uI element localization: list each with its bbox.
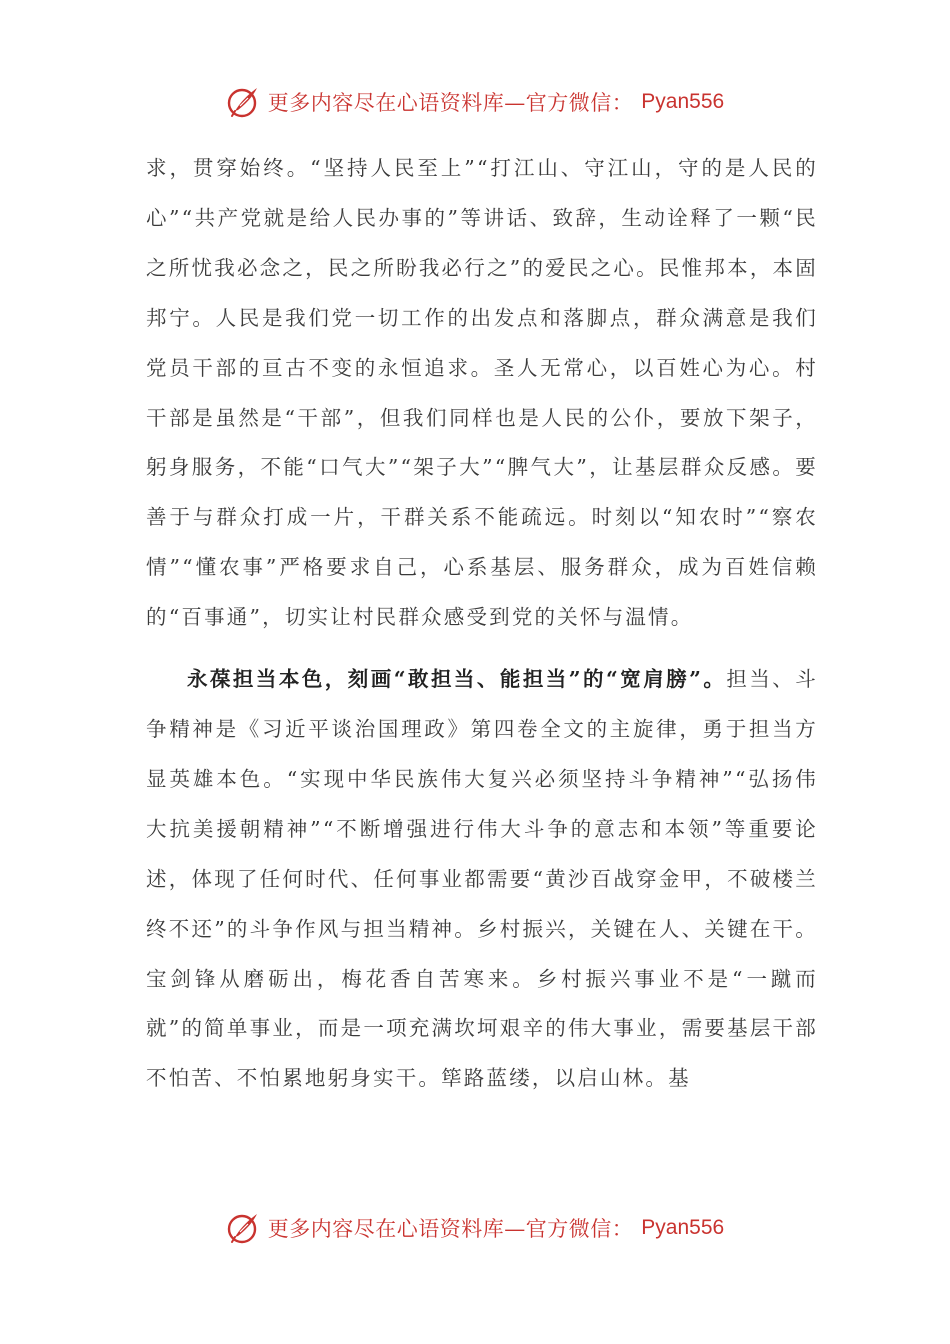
- footer-banner-handle: Pyan556: [641, 1216, 725, 1239]
- paragraph-2-lead: 永葆担当本色，刻画“敢担当、能担当”的“宽肩膀”。: [187, 667, 727, 692]
- quill-pen-logo-icon: [226, 85, 260, 119]
- footer-banner: [0, 1208, 950, 1248]
- header-banner: [0, 82, 950, 122]
- header-banner-text: 更多内容尽在心语资料库—官方微信：: [267, 91, 634, 115]
- quill-pen-logo-icon: [226, 1211, 260, 1245]
- paragraph-2: [146, 655, 818, 1104]
- paragraph-2-text: 担当、斗争精神是《习近平谈治国理政》第四卷全文的主旋律，勇于担当方显英雄本色。“实现中华民族伟大复兴必须坚持斗争精神”“弘扬伟大抗美援朝精神”“不断增强进行伟大斗争的意志和本领”等重要论述，体现了任何时代、任何事业都需要“黄沙百战穿金甲，不破楼兰终不还”的斗争作风与担当精神。乡村振兴，关键在人、关键在干。宝剑锋从磨砺出，梅花香自苦寒来。乡村振兴事业不是“一蹴而就”的简单事业，而是一项充满坎坷艰辛的伟大事业，需要基层干部不怕苦、不怕累地躬身实干。筚路蓝缕，以启山林。基: [146, 667, 818, 1091]
- footer-banner-text: 更多内容尽在心语资料库—官方微信：: [267, 1217, 634, 1241]
- paragraph-1: 求，贯穿始终。“坚持人民至上”“打江山、守江山，守的是人民的心”“共产党就是给人民办事的”等讲话、致辞，生动诠释了一颗“民之所忧我必念之，民之所盼我必行之”的爱民之心。民惟邦本，本固邦宁。人民是我们党一切工作的出发点和落脚点，群众满意是我们党员干部的亘古不变的永恒追求。圣人无常心，以百姓心为心。村干部是虽然是“干部”，但我们同样也是人民的公仆，要放下架子，躬身服务，不能“口气大”“架子大”“脾气大”，让基层群众反感。要善于与群众打成一片，干群关系不能疏远。时刻以“知农时”“察农情”“懂农事”严格要求自己，心系基层、服务群众，成为百姓信赖的“百事通”，切实让村民群众感受到党的关怀与温情。: [146, 156, 818, 630]
- header-banner-handle: Pyan556: [641, 90, 725, 113]
- document-body: [146, 144, 818, 1104]
